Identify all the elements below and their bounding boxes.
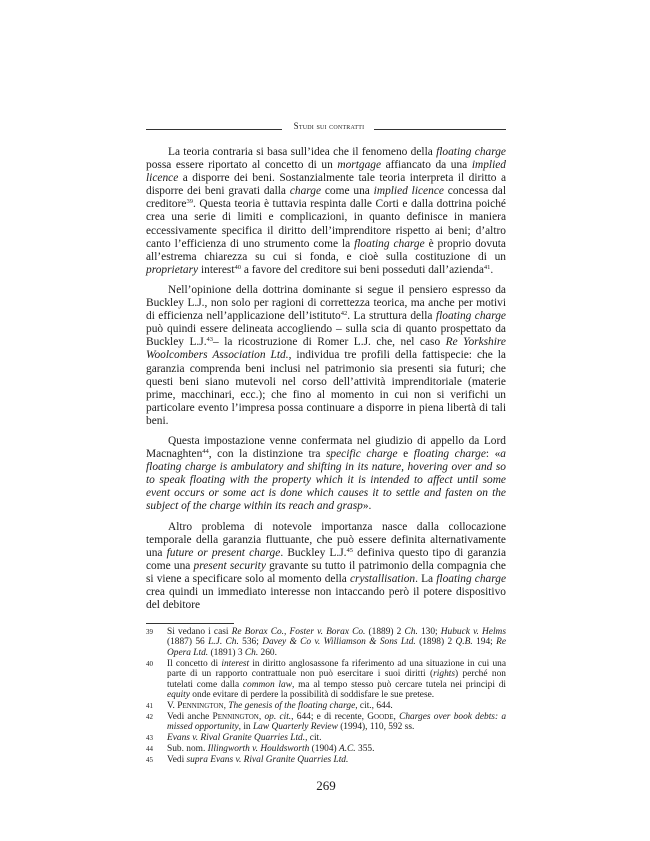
footnote-number: 40: [146, 659, 153, 668]
text-run: Vedi anche: [167, 711, 213, 722]
text-run: : «: [485, 448, 501, 461]
italic-text: floating charge: [354, 237, 425, 250]
text-run: – la ricostruzione di Romer L.J. che, nel caso: [213, 336, 446, 349]
paragraph: [146, 521, 506, 613]
italic-text: Ch.: [404, 627, 418, 637]
small-caps-text: Goode: [367, 711, 394, 722]
italic-text: supra Evans v. Rival Granite Quarries Ltd.: [186, 754, 349, 765]
text-run: V.: [167, 700, 178, 711]
italic-text: interest: [221, 658, 250, 669]
italic-text: The genesis of the floating charge: [228, 700, 356, 711]
footnote-number: 41: [146, 701, 153, 710]
text-run: (1994), 110, 592 ss.: [337, 722, 415, 733]
italic-text: floating charge: [436, 146, 506, 158]
text-run: (1904): [309, 743, 339, 754]
text-run: , con la distinzione tra: [208, 448, 326, 461]
footnote: [146, 755, 506, 765]
running-header: [146, 121, 506, 135]
text-run: , cit., 644.: [355, 700, 393, 711]
body-text: [146, 146, 506, 619]
text-run: a disporre dei beni. Sostanzialmente tale teoria interpreta il diritto a disporre dei beni gravati dalla: [146, 172, 506, 198]
italic-text: common law: [242, 679, 292, 690]
footnote: [146, 712, 506, 733]
text-run: ) perché non tutelati come dalla: [167, 669, 506, 690]
text-run: (1891) 3: [208, 647, 245, 658]
text-run: , in: [238, 722, 253, 733]
italic-text: Charges over book debts: a missed opportunity: [167, 711, 507, 733]
text-run: può quindi essere delineata accogliendo – sulla scia di quanto prospettato da Buckley L.J.: [146, 323, 506, 349]
footnote-ref: 42: [340, 310, 348, 318]
text-run: definiva questo tipo di garanzia come una: [146, 546, 506, 572]
italic-text: Illingworth v. Houldsworth: [207, 743, 310, 754]
text-run: e: [397, 448, 414, 461]
italic-text: Law Quarterly Review: [252, 722, 338, 733]
text-run: Si vedano i casi: [167, 627, 232, 637]
text-run: onde evitare di perdere la possibilità di soddisfare le sue pretese.: [189, 689, 435, 700]
italic-text: Davey & Co v. Williamson & Sons Ltd.: [262, 637, 416, 648]
italic-text: crystallisation: [349, 572, 416, 585]
italic-text: implied licence: [373, 185, 444, 198]
italic-text: proprietary: [146, 263, 199, 276]
italic-text: a floating charge is ambulatory and shifting in its nature, hovering over and so to speak floating with the property which it is intended to affect until some event occurs or some act is done which causes it to settle and fasten on the subject of the charge within its reach and grasp: [146, 448, 506, 513]
text-run: (1887) 56: [167, 637, 209, 648]
footnote: [146, 627, 506, 658]
footnote-ref: 40: [234, 263, 241, 271]
footnote-number: 42: [146, 712, 153, 721]
footnote: [146, 659, 506, 701]
footnote: [146, 733, 506, 743]
text-run: 260.: [258, 647, 277, 658]
footnote: [146, 701, 506, 711]
footnote-ref: 45: [346, 546, 354, 554]
italic-text: floating charge: [436, 572, 506, 585]
italic-text: Ch.: [244, 647, 259, 658]
text-run: è proprio dovuta all’estrema chiarezza su cui si fonda, e cioè sulla costituzione di un: [146, 237, 506, 263]
small-caps-text: Pennington: [177, 700, 224, 711]
text-run: Il concetto di: [167, 658, 222, 669]
italic-text: present security: [193, 559, 266, 572]
text-run: Questa impostazione venne confermata nel giudizio di appello da Lord Macnaghten: [146, 434, 506, 461]
italic-text: mortgage: [337, 159, 382, 172]
text-run: , 644; e di recente,: [291, 711, 368, 722]
text-run: 194;: [472, 637, 497, 648]
header-rule-left: [146, 129, 282, 130]
italic-text: Hubuck v. Helms: [440, 627, 506, 637]
italic-text: future or present charge: [166, 546, 281, 559]
text-run: 355.: [355, 743, 375, 754]
paragraph: [146, 284, 506, 428]
text-run: ,: [393, 711, 400, 722]
text-run: Vedi: [167, 754, 187, 765]
text-run: gravante su tutto il patrimonio della compagnia che si viene a specificare solo al momento della: [146, 559, 506, 585]
text-run: , individua tre profili della fattispecie: che la garanzia comprenda beni inclusi nel patrimonio sia presenti sia futuri; che questi beni siano mutevoli nel corso dell’attività imprenditoriale (materie prime, macchinari, ecc.); che fino al momento in cui non si verifichi un particolare evento l’impresa possa continuare a disporre in piena libertà di tali beni.: [146, 349, 506, 427]
italic-text: L.J. Ch.: [208, 637, 239, 648]
footnote-number: 43: [146, 734, 153, 743]
italic-text: Re Borax Co., Foster v. Borax Co.: [231, 627, 366, 637]
italic-text: Evans v. Rival Granite Quarries Ltd.: [167, 733, 306, 744]
italic-text: op. cit.: [264, 711, 292, 722]
italic-text: Q.B.: [455, 637, 473, 648]
text-run: . La: [415, 572, 437, 585]
text-run: , ma al tempo stesso può cercare tutela nei principi di: [291, 679, 506, 690]
footnote: [146, 744, 506, 754]
italic-text: Re Opera Ltd.: [167, 637, 506, 658]
text-run: ,: [258, 711, 265, 722]
header-rule-right: [374, 129, 506, 130]
text-run: in diritto anglosassone fa riferimento ad una situazione in cui una parte di un rapporto contrattuale non può esercitare i suoi diritti (: [167, 658, 506, 680]
text-run: crea quindi un immediato interesse non intaccando però il potere dispositivo del debitore: [146, 586, 506, 612]
text-run: ,: [223, 700, 229, 711]
text-run: interest: [198, 263, 235, 276]
text-run: Nell’opinione della dottrina dominante si segue il pensiero espresso da Buckley L.J., non solo per ragioni di correttezza teorica, ma anche per motivi di efficienza nell’applicazione dell’istituto: [146, 283, 506, 323]
footnote-ref: 41: [483, 263, 491, 271]
text-run: 130;: [417, 627, 441, 637]
italic-text: charge: [289, 185, 322, 198]
italic-text: specific charge: [326, 448, 398, 461]
footnote-ref: 44: [202, 448, 209, 456]
footnote-number: 44: [146, 744, 153, 753]
footnote-ref: 43: [206, 336, 214, 344]
running-header-title: Studi sui contratti: [293, 121, 365, 131]
footnotes: [146, 627, 506, 766]
italic-text: Re Yorkshire Woolcombers Association Ltd.: [146, 336, 506, 362]
text-run: affiancato da una: [381, 159, 472, 172]
text-run: (1898) 2: [415, 637, 456, 648]
italic-text: equity: [167, 689, 190, 700]
footnote-separator: [146, 623, 234, 624]
italic-text: rights: [433, 669, 456, 680]
text-run: Sub. nom.: [167, 743, 208, 754]
footnote-number: 39: [146, 628, 153, 636]
small-caps-text: Pennington: [212, 711, 259, 722]
footnote-ref: 39: [186, 198, 193, 206]
text-run: 536;: [238, 637, 263, 648]
text-run: a favore del creditore sui beni posseduti dall’azienda: [240, 263, 484, 276]
text-run: . Questa teoria è tuttavia respinta dalle Corti e dalla dottrina poiché crea una serie di limiti e complicazioni, in quanto definisce in maniera eccessivamente specifica il diritto dell’imprenditore rispetto ai beni; d’altro canto l’efficienza di uno strumento come la: [146, 198, 506, 250]
text-run: (1889) 2: [365, 627, 405, 637]
page-number: 269: [316, 778, 336, 793]
paragraph: [146, 146, 506, 277]
text-run: ».: [362, 500, 372, 513]
text-run: , cit.: [305, 733, 322, 744]
text-run: come una: [321, 185, 374, 198]
text-run: Altro problema di notevole importanza nasce dalla collocazione temporale della garanzia fluttuante, che può essere definita alternativamente una: [146, 520, 506, 559]
italic-text: floating charge: [435, 310, 506, 323]
text-run: . La struttura della: [347, 310, 436, 323]
text-run: La teoria contraria si basa sull’idea che il fenomeno della: [168, 146, 437, 158]
text-run: possa essere riportato al concetto di un: [146, 159, 338, 172]
text-run: . Buckley L.J.: [280, 546, 347, 559]
paragraph: [146, 435, 506, 514]
italic-text: implied licence: [146, 159, 506, 185]
italic-text: A.C.: [338, 743, 356, 754]
italic-text: floating charge: [413, 448, 486, 461]
footnote-number: 45: [146, 755, 153, 764]
text-run: concessa dal creditore: [146, 185, 507, 211]
text-run: .: [490, 263, 494, 276]
